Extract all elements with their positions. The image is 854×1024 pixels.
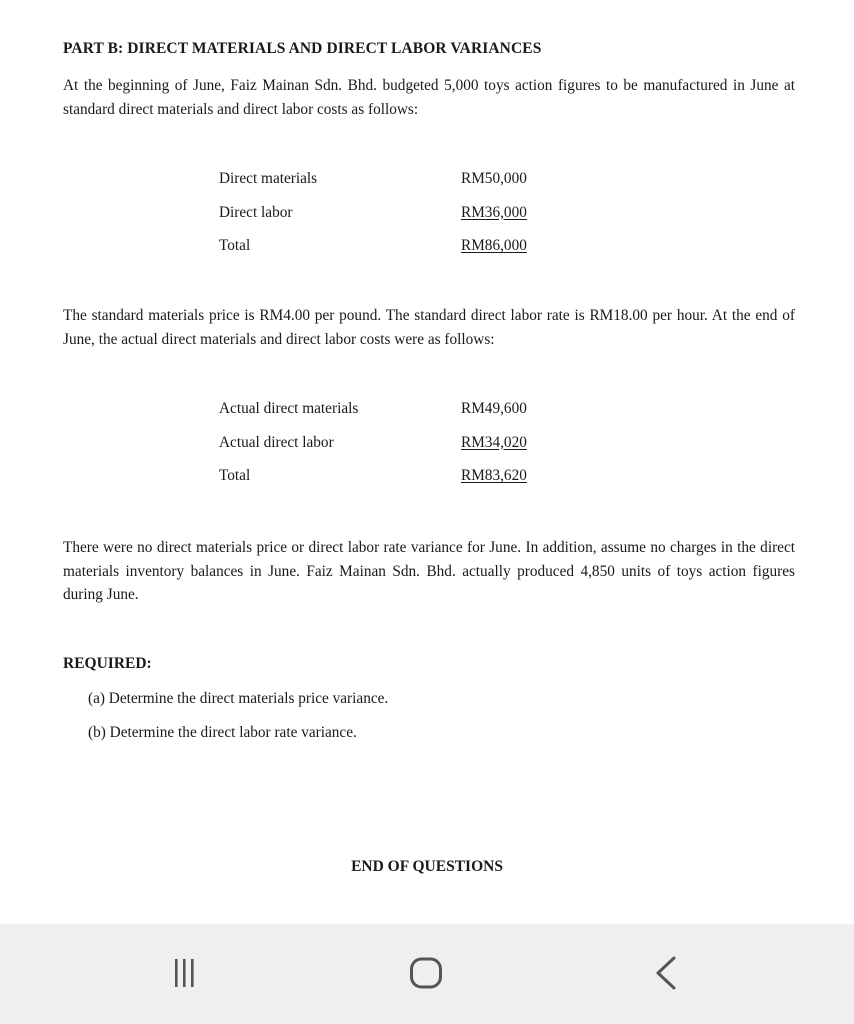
row-amount: RM49,600 [461,400,527,417]
system-navigation-bar [0,924,854,1024]
end-of-questions: END OF QUESTIONS [351,858,503,875]
home-button[interactable] [397,952,457,996]
row-amount: RM83,620 [461,467,527,484]
back-icon [636,952,696,996]
row-label: Total [219,237,251,254]
required-item-b: (b) Determine the direct labor rate variance. [88,724,357,741]
budget-row-materials [219,170,619,204]
budget-row-total [219,237,619,271]
notes-paragraph: There were no direct materials price or direct labor rate variance for June. In addition, assume no charges in the direct materials inventory balances in June. Faiz Mainan Sdn. Bhd. actually produced 4,850 units of toys action figures during June. [63,539,795,603]
recent-apps-icon [159,952,219,996]
section-heading: PART B: DIRECT MATERIALS AND DIRECT LABOR VARIANCES [63,40,542,57]
row-label: Actual direct materials [219,400,359,417]
row-amount: RM36,000 [461,203,527,221]
required-item-a: (a) Determine the direct materials price variance. [88,690,389,707]
required-heading: REQUIRED: [63,655,152,672]
row-amount: RM50,000 [461,170,527,187]
row-label: Direct labor [219,203,293,221]
standards-paragraph: The standard materials price is RM4.00 per pound. The standard direct labor rate is RM18.00 per hour. At the end of June, the actual direct materials and direct labor costs were as follows: [63,307,795,348]
actual-row-labor [219,434,619,468]
recent-apps-button[interactable] [159,952,219,996]
home-icon [397,952,457,996]
intro-paragraph: At the beginning of June, Faiz Mainan Sdn. Bhd. budgeted 5,000 toys action figures to be manufactured in June at standard direct materials and direct labor costs as follows: [63,77,795,118]
actual-row-total [219,467,619,501]
row-amount: RM86,000 [461,237,527,254]
row-amount: RM34,020 [461,433,527,451]
row-label: Total [219,467,251,484]
row-label: Direct materials [219,170,318,187]
budget-row-labor [219,204,619,238]
actual-cost-table [219,400,619,501]
budget-cost-table [219,170,619,271]
row-label: Actual direct labor [219,433,334,451]
back-button[interactable] [636,952,696,996]
actual-row-materials [219,400,619,434]
